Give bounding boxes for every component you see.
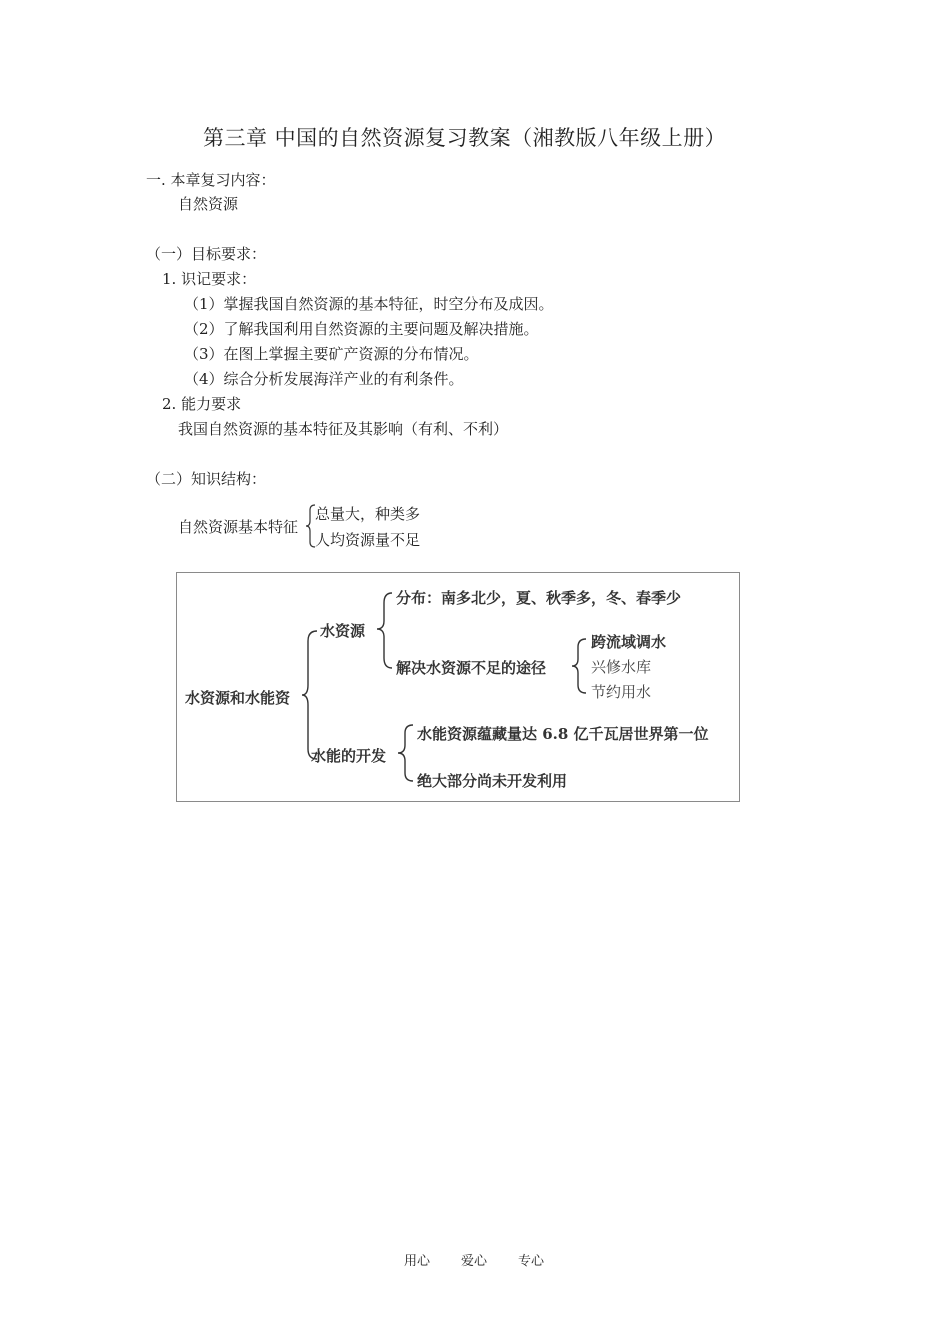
hydro-item: 水能资源蕴藏量达 6.8 亿千瓦居世界第一位 [417,725,709,743]
knowledge-heading: （二）知识结构： [146,470,267,488]
solution-item: 节约用水 [591,683,652,701]
section-content: 自然资源 [178,195,239,213]
footer-text: 用心 [404,1254,431,1269]
memory-point: （3）在图上掌握主要矿产资源的分布情况。 [184,345,479,363]
page-title: 第三章 中国的自然资源复习教案（湘教版八年级上册） [203,126,727,150]
ability-heading: 2. 能力要求 [162,395,242,413]
hydro-label: 水能的开发 [311,747,387,765]
solution-item: 跨流域调水 [591,633,667,651]
ability-content: 我国自然资源的基本特征及其影响（有利、不利） [178,420,509,438]
solution-item: 兴修水库 [591,658,652,676]
memory-heading: 1. 识记要求： [162,270,257,288]
memory-point: （1）掌握我国自然资源的基本特征，时空分布及成因。 [184,295,554,313]
feature-branch: 人均资源量不足 [315,531,421,549]
hydro-item: 绝大部分尚未开发利用 [417,772,568,790]
feature-label: 自然资源基本特征 [178,518,299,536]
solution-label: 解决水资源不足的途径 [396,659,547,677]
water-resources-diagram [176,572,740,802]
water-distribution: 分布：南多北少，夏、秋季多，冬、春季少 [396,589,682,607]
goals-heading: （一）目标要求： [146,245,267,263]
footer-text: 爱心 [461,1254,488,1269]
memory-point: （4）综合分析发展海洋产业的有利条件。 [184,370,464,388]
footer-text: 专心 [518,1254,545,1269]
feature-branch: 总量大，种类多 [315,505,421,523]
water-resources-label: 水资源 [320,622,366,640]
section-heading: 一. 本章复习内容： [146,171,276,189]
memory-point: （2）了解我国利用自然资源的主要问题及解决措施。 [184,320,539,338]
diagram-root-label: 水资源和水能资 [185,689,291,707]
